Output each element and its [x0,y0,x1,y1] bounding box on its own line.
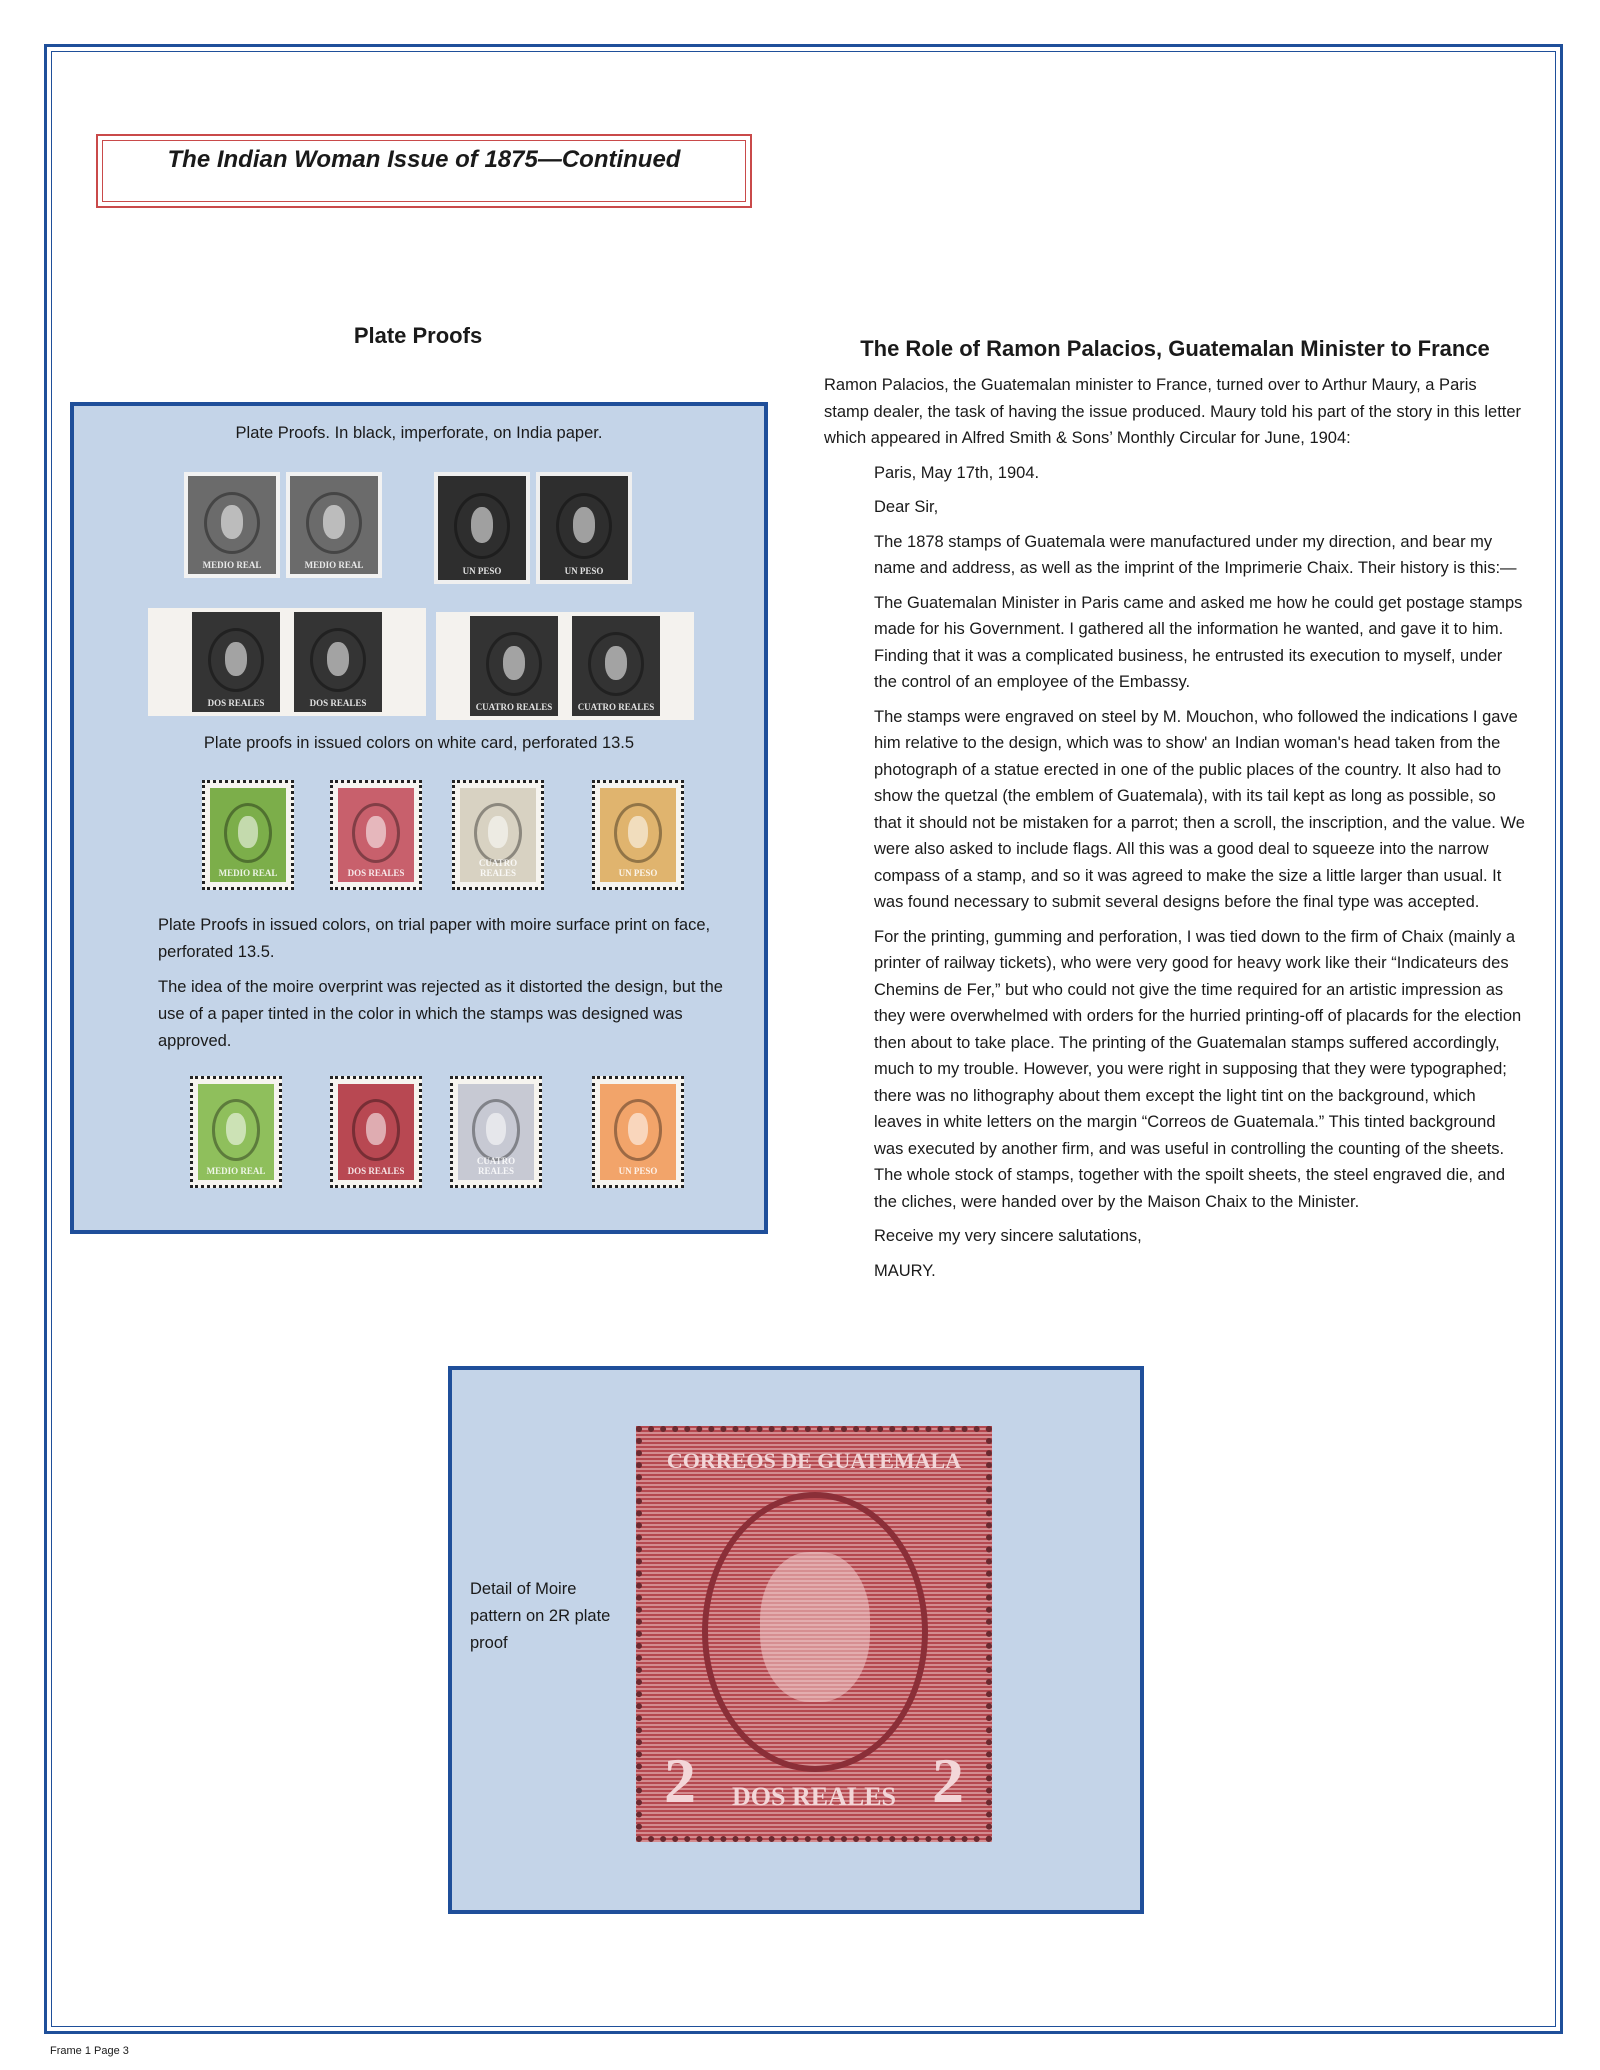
stamp [330,1076,422,1188]
stamp-value-left: 2 [664,1745,696,1816]
stamp: UN PESO [536,472,632,584]
stamp: MEDIO REAL [184,472,280,578]
stamp-value-label: CUATRO REALES [476,1156,516,1177]
stamp: CUATRO REALES [466,612,562,720]
stamp: DOS REALES [188,608,284,716]
moire-detail-stamp [636,1426,992,1842]
stamp-value-label: DOS REALES [347,1166,405,1177]
stamp-value-right: 2 [932,1745,964,1816]
moire-caption-2: The idea of the moire overprint was rejected as it distorted the design, but the use of a paper tinted in the color in which the stamps was designed was approved. [158,978,723,1050]
intro-paragraph: Ramon Palacios, the Guatemalan minister to France, turned over to Arthur Maury, a Paris stamp dealer, the task of having the issue produced. Maury told his part of the story in this letter which appeared in Alfred Smith & Sons’ Monthly Circular for June, 1904: [824,376,1522,447]
stamp [452,780,544,890]
stamp: DOS REALES [290,608,386,716]
stamp-value-label: MEDIO REAL [218,868,278,879]
letter-salutation: Dear Sir, [874,498,939,516]
letter-paragraph: The 1878 stamps of Guatemala were manufactured under my direction, and bear my name and address, as well as the imprint of the Imprimerie Chaix. Their history is this:— [874,532,1517,577]
stamp [592,780,684,890]
letter-date: Paris, May 17th, 1904. [874,463,1040,482]
stamp [202,780,294,890]
stamp-value-label: MEDIO REAL [206,1166,266,1177]
black-proof-pair-dos-reales [148,608,426,716]
letter-paragraph: The stamps were engraved on steel by M. Mouchon, who followed the indications I gave him relative to the design, which was to show' an Indian woman's head taken from the photograph of a statue erected in one of the public places of the country. It also had to show the quetzal (the emblem of Guatemala), with its tail kept as long as possible, so that it should not be mistaken for a parrot; then a scroll, the inscription, and the value. We were also asked to include flags. All this was a good deal to squeeze into the narrow compass of a stamp, and so it was agreed to make the size a little larger than usual. It was found necessary to submit several designs before the final type was accepted. [874,707,1525,911]
page-title: The Indian Woman Issue of 1875—Continued [167,146,681,173]
stamp-value-label: DOS REALES [347,868,405,879]
stamp-value-label: UN PESO [618,1166,658,1177]
moire-detail-caption: Detail of Moire pattern on 2R plate proof [470,1580,611,1652]
issued-colors-caption: Plate proofs in issued colors on white card, perforated 13.5 [203,734,635,752]
stamp-value-label: CUATRO REALES [478,858,518,879]
plate-proofs-heading: Plate Proofs [353,323,483,348]
stamp-inscription-bottom: DOS REALES [732,1782,896,1811]
role-heading: The Role of Ramon Palacios, Guatemalan Minister to France [860,336,1490,361]
letter-paragraph: The Guatemalan Minister in Paris came and asked me how he could get postage stamps made for his Government. I gathered all the information he wanted, and gave it to him. Finding that it was a complicated business, he entrusted its execution to myself, under the control of an employee of the Embassy. [874,593,1523,691]
stamp-portrait [760,1552,870,1702]
stamp [190,1076,282,1188]
letter-closing: Receive my very sincere salutations, [874,1227,1142,1245]
black-proofs-caption: Plate Proofs. In black, imperforate, on India paper. [235,424,603,442]
moire-caption-1: Plate Proofs in issued colors, on trial paper with moire surface print on face, perforated 13.5. [158,916,711,961]
stamp: MEDIO REAL [286,472,382,578]
stamp: CUATRO REALES [568,612,664,720]
black-proof-pair-medio-real [184,472,382,578]
stamp-value-label: UN PESO [618,868,658,879]
stamp: UN PESO [434,472,530,584]
stamp-inscription-top: CORREOS DE GUATEMALA [666,1448,962,1473]
letter-paragraph: For the printing, gumming and perforation, I was tied down to the firm of Chaix (mainly a printer of railway tickets), who were very good for heavy work like their “Indicateurs des Chemins de Fer,” but who could not give the time required for an artistic impression as they were overwhelmed with orders for the hurried printing-off of placards for the election then about to take place. The printing of the Guatemalan stamps suffered accordingly, much to my trouble. However, you were right in supposing that they were typographed; there was no lithography about them except the light tint on the background, which leaves in white letters on the margin “Correos de Guatemala.” This tinted background was executed by another firm, and was useful in controlling the counting of the sheets. The whole stock of stamps, together with the spoilt sheets, the steel engraved die, and the cliches, were handed over by the Maison Chaix to the Minister. [874,927,1522,1211]
letter-signature: MAURY. [874,1261,936,1280]
stamp [330,780,422,890]
page-footer: Frame 1 Page 3 [50,2045,129,2057]
stamp [450,1076,542,1188]
stamp [592,1076,684,1188]
black-proof-pair-cuatro-reales [436,612,694,720]
black-proof-pair-un-peso [434,472,632,584]
maury-letter-column [824,372,1526,1292]
